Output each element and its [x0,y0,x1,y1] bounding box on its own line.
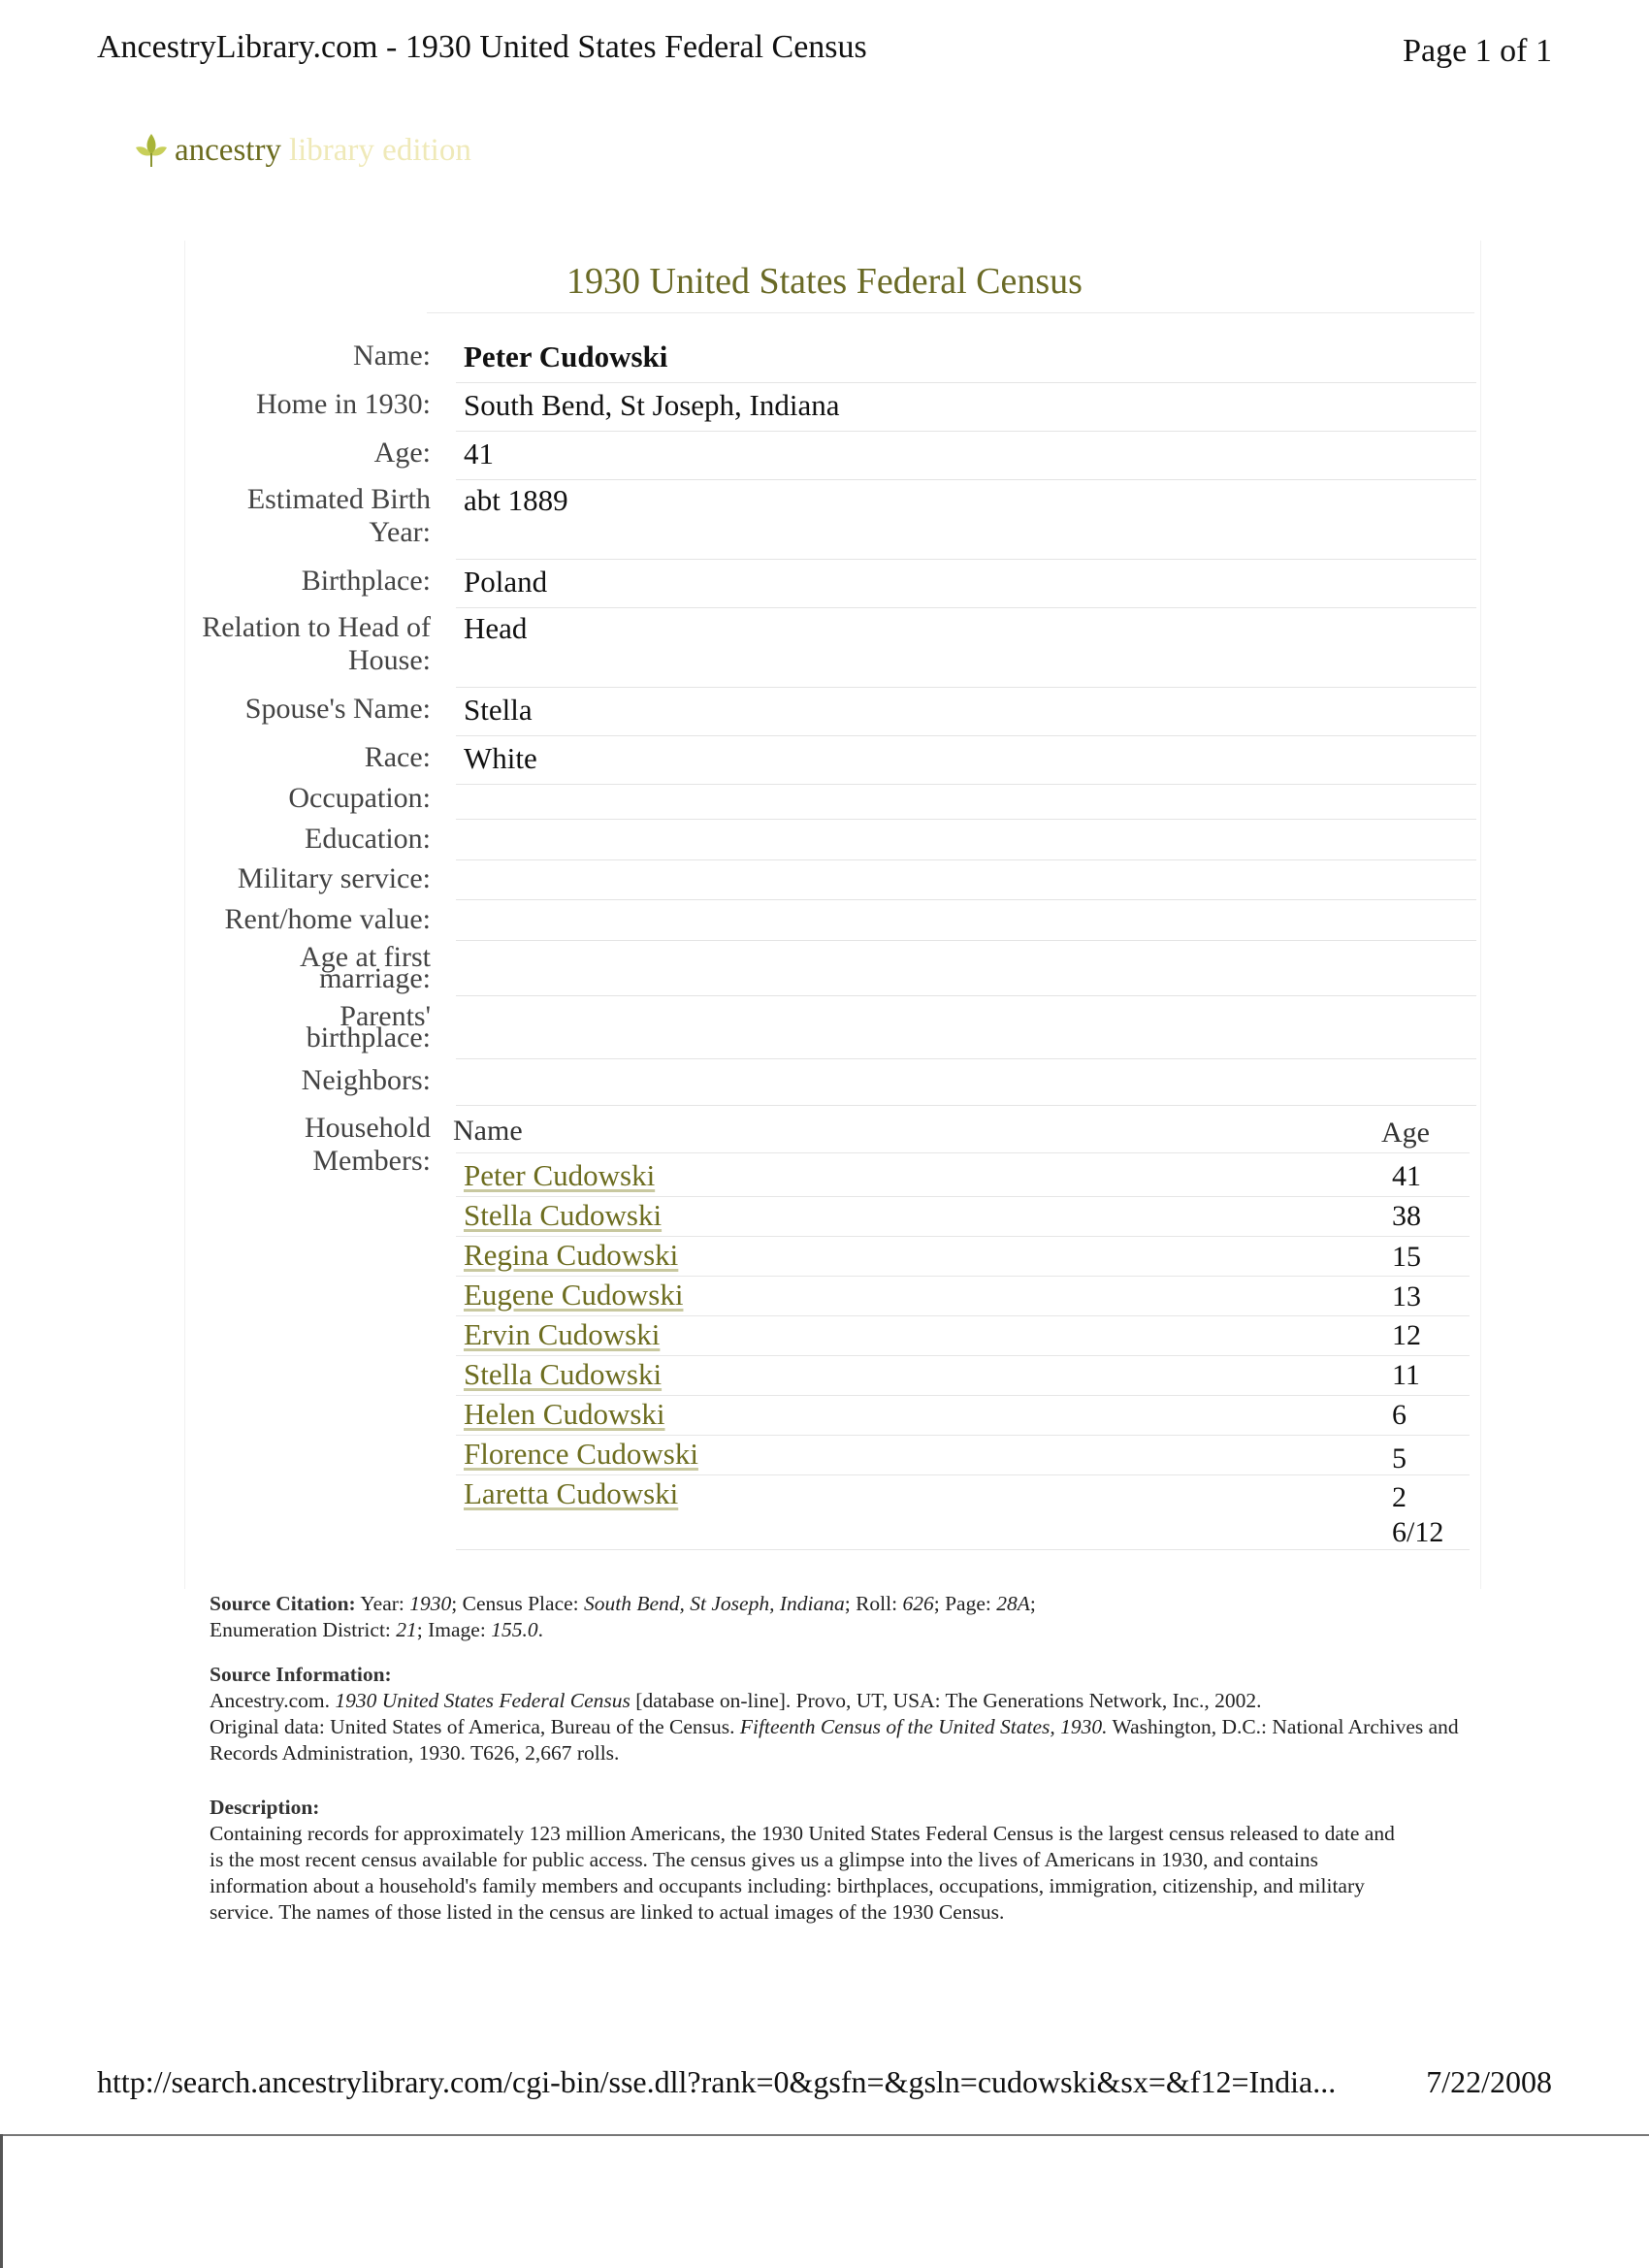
field-label: Birthplace: [301,565,431,597]
household-member-link[interactable]: Eugene Cudowski [464,1278,684,1312]
description [210,1795,1412,1926]
field-value: South Bend, St Joseph, Indiana [464,388,840,422]
source-information-label: Source Information: [210,1663,392,1686]
household-header-divider [456,1152,1470,1153]
household-member-age: 6 [1392,1399,1406,1431]
citation-place-label: Census Place: [462,1592,579,1615]
scan-edge-line [0,2134,1649,2136]
row-divider [456,1395,1470,1396]
citation-roll: 626 [902,1592,934,1615]
citation-district: 21 [396,1618,417,1641]
household-member-link[interactable]: Peter Cudowski [464,1158,656,1192]
source-database-rest: [database on-line]. Provo, UT, USA: The Generations Network, Inc., 2002. [635,1689,1262,1712]
field-divider [456,559,1476,560]
description-label: Description: [210,1796,320,1819]
source-original-title: Fifteenth Census of the United States, 1930. [739,1715,1108,1738]
field-divider [456,819,1476,820]
row-divider [456,1315,1470,1316]
source-citation: Source Citation: Year: 1930; Census Place: South Bend, St Joseph, Indiana; Roll: 626; Page: 28A; Enumeration District: 21; Image: 155.0. [210,1592,1036,1641]
print-header [97,29,1552,78]
print-page-number: Page 1 of 1 [1403,33,1552,69]
print-footer-date: 7/22/2008 [1426,2064,1552,2099]
household-member-link[interactable]: Stella Cudowski [464,1357,663,1391]
row-divider [456,1236,1470,1237]
field-value: abt 1889 [464,483,568,517]
household-member-age: 15 [1392,1241,1421,1273]
field-value: 41 [464,437,494,470]
field-divider [456,479,1476,480]
field-divider [456,899,1476,900]
source-information [210,1662,1471,1766]
citation-place: South Bend, St Joseph, Indiana [584,1592,845,1615]
field-value: White [464,741,537,775]
household-member-age: 13 [1392,1280,1421,1312]
field-divider [456,607,1476,608]
field-label: Household Members: [305,1112,431,1177]
household-member-link[interactable]: Ervin Cudowski [464,1317,661,1351]
field-label: Name: [353,340,431,372]
field-divider [456,382,1476,383]
field-label: Estimated Birth Year: [246,483,431,548]
ancestry-leaf-icon [132,132,171,169]
field-divider [456,687,1476,688]
citation-image-label: Image: [428,1618,486,1641]
field-label: Rent/home value: [224,903,431,935]
field-label: Parents' birthplace: [306,1000,431,1053]
logo-text: ancestry [175,132,281,168]
source-original-prefix: Original data: United States of America, Bureau of the Census. [210,1715,735,1738]
field-label: Race: [364,741,431,773]
source-original-rest: Washington, D.C.: National Archives and Records Administration, 1930. T626, 2,667 rolls. [210,1715,1459,1765]
record-title: 1930 United States Federal Census [566,261,1083,302]
print-header-title: AncestryLibrary.com - 1930 United States Federal Census [97,29,867,65]
citation-image: 155.0 [491,1618,538,1641]
field-divider [456,1105,1476,1106]
field-label: Relation to Head of House: [202,611,431,676]
household-member-link[interactable]: Stella Cudowski [464,1198,663,1232]
source-citation-label: Source Citation: [210,1592,356,1615]
ancestry-logo[interactable] [132,132,471,169]
field-value: Poland [464,565,548,599]
field-divider [456,784,1476,785]
row-divider [456,1276,1470,1277]
field-label: Military service: [237,862,431,894]
field-label: Age: [373,437,431,469]
citation-district-label: Enumeration District: [210,1618,391,1641]
print-footer [97,2064,1552,2107]
field-divider [456,431,1476,432]
row-divider [456,1474,1470,1475]
citation-page: 28A [996,1592,1030,1615]
citation-year-label: Year: [360,1592,404,1615]
household-member-age: 11 [1392,1359,1420,1391]
household-member-age: 2 6/12 [1392,1481,1444,1548]
household-member-link[interactable]: Laretta Cudowski [464,1476,679,1510]
citation-roll-label: Roll: [856,1592,898,1615]
field-label: Occupation: [288,782,431,814]
field-divider [456,1058,1476,1059]
field-label: Spouse's Name: [244,693,431,725]
source-publisher: Ancestry.com. [210,1689,330,1712]
row-divider [456,1355,1470,1356]
field-label: Age at first marriage: [300,941,431,994]
field-value: Stella [464,693,533,727]
field-divider [456,859,1476,860]
row-divider [456,1549,1470,1550]
row-divider [456,1435,1470,1436]
scan-edge-mark [0,2134,3,2268]
citation-year: 1930 [409,1592,452,1615]
household-member-age: 5 [1392,1442,1406,1474]
logo-edition-text: library edition [288,132,471,168]
field-divider [456,940,1476,941]
field-label: Neighbors: [301,1064,431,1096]
field-divider [456,995,1476,996]
field-label: Education: [305,823,431,855]
household-member-age: 12 [1392,1319,1421,1351]
field-divider [456,735,1476,736]
citation-page-label: Page: [945,1592,991,1615]
field-label: Home in 1930: [256,388,431,420]
household-name-header: Name [453,1115,523,1147]
row-divider [456,1196,1470,1197]
field-value: Head [464,611,528,645]
household-age-header: Age [1381,1117,1430,1149]
print-footer-url: http://search.ancestrylibrary.com/cgi-bin/sse.dll?rank=0&gsfn=&gsln=cudowski&sx=&f12=India... [97,2064,1337,2099]
source-database-title: 1930 United States Federal Census [335,1689,630,1712]
field-value: Peter Cudowski [464,340,668,373]
household-member-link[interactable]: Regina Cudowski [464,1238,679,1272]
household-member-link[interactable]: Florence Cudowski [464,1437,698,1471]
household-member-link[interactable]: Helen Cudowski [464,1397,665,1431]
title-divider [427,312,1474,313]
household-member-age: 38 [1392,1200,1421,1232]
household-member-age: 41 [1392,1160,1421,1192]
description-text: Containing records for approximately 123 million Americans, the 1930 United States Federal Census is the largest census released to date and is the most recent census available for public access. The census gives us a glimpse into the lives of Americans in 1930, and contains information about a household's family members and occupants including: birthplaces, occupations, immigration, citizenship, and military service. The names of those listed in the census are linked to actual images of the 1930 Census. [210,1822,1395,1924]
